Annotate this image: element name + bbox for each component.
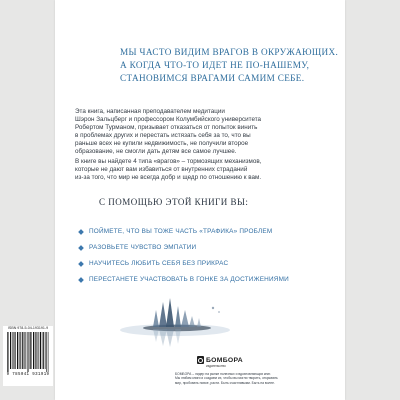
benefits-heading: С ПОМОЩЬЮ ЭТОЙ КНИГИ ВЫ:	[99, 197, 249, 207]
benefit-item: РАЗОВЬЕТЕ ЧУВСТВО ЭМПАТИИ	[79, 242, 329, 258]
description-line: раньше всех не купили недвижимость, не получили второе	[75, 139, 249, 147]
description-line: в проблемах других и перестать истязать себя за то, что вы	[75, 131, 251, 139]
imprint-line: Мы любим книги и создаем их, чтобы вы могли творить, открывать	[175, 376, 278, 381]
description-line: образование, не смогли дать детям все самое лучшее.	[75, 147, 237, 155]
quote-line: МЫ ЧАСТО ВИДИМ ВРАГОВ В ОКРУЖАЮЩИХ.	[120, 47, 339, 57]
types-line: В книге вы найдете 4 типа «врагов» – тормозящих механизмов,	[75, 158, 262, 165]
description-paragraph	[75, 108, 331, 155]
watercolor-tree-island-illustration	[115, 278, 245, 348]
imprint-line: БОМБОРА – лидер на рынке полезных и вдохновляющих книг.	[175, 372, 271, 376]
barcode-bars	[6, 332, 50, 372]
quote-line: А КОГДА ЧТО-ТО ИДЕТ НЕ ПО-НАШЕМУ,	[120, 59, 310, 70]
barcode-digits: 9 785041 931919	[6, 373, 50, 377]
book-back-cover	[55, 0, 345, 400]
benefit-item: НАУЧИТЕСЬ ЛЮБИТЬ СЕБЯ БЕЗ ПРИКРАС	[79, 258, 329, 274]
benefit-item: ПЕРЕСТАНЕТЕ УЧАСТВОВАТЬ В ГОНКЕ ЗА ДОСТИЖЕНИЯМИ	[79, 274, 329, 290]
isbn-number: ISBN 978-5-04-193191-9	[7, 326, 49, 330]
imprint-line: мир, пробовать новое, расти. Быть счастливыми. Быть на волне.	[175, 380, 275, 385]
isbn-barcode	[3, 326, 53, 386]
bombora-logo-icon	[197, 356, 204, 364]
description-line: Эта книга, написанная преподавателем медитации	[75, 108, 225, 115]
description-line: Шэрон Зальцберг и профессором Колумбийского университета	[75, 115, 262, 123]
description-line: Робертом Турманом, призывает отказаться от попыток винить	[75, 123, 258, 131]
publisher-subtitle: издательство	[206, 364, 226, 368]
intro-quote	[120, 46, 339, 84]
types-paragraph	[75, 158, 331, 182]
benefit-item: ПОЙМЕТЕ, ЧТО ВЫ ТОЖЕ ЧАСТЬ «ТРАФИКА» ПРОБЛЕМ	[79, 226, 329, 242]
quote-line: СТАНОВИМСЯ ВРАГАМИ САМИМ СЕБЕ.	[120, 72, 305, 83]
publisher-imprint	[175, 372, 325, 385]
types-line: из-за того, что мир не всегда добр и щедр по отношению к вам.	[75, 173, 262, 181]
publisher-name: БОМБОРА	[206, 356, 243, 364]
types-line: которые не дают вам избавиться от внутренних страданий	[75, 165, 248, 173]
